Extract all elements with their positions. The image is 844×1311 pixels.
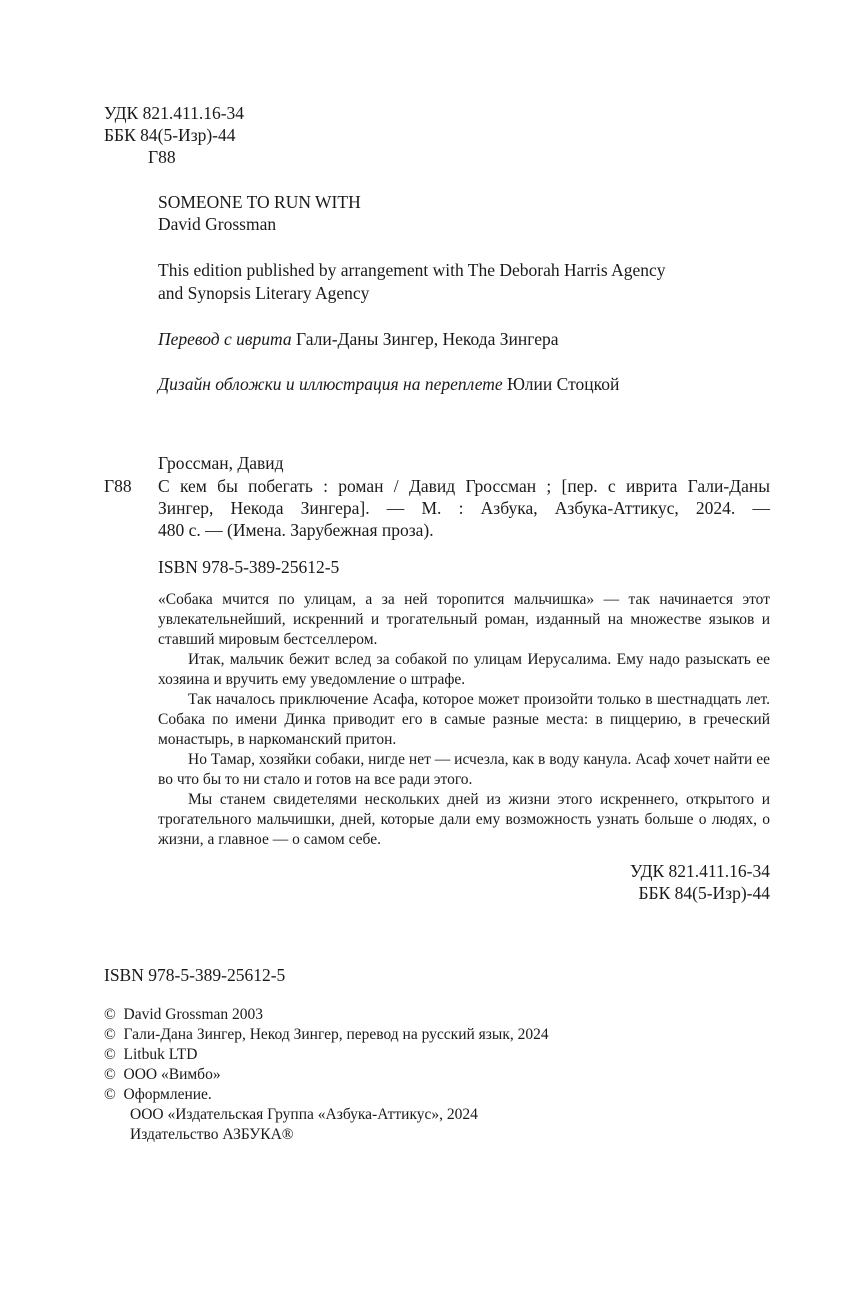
catalog-line-3: 480 с. — (Имена. Зарубежная проза). [158,520,434,540]
arrangement-line-1: This edition published by arrangement with The Deborah Harris Agency [158,260,666,280]
catalog-line-1: С кем бы побегать : роман / Давид Гроссман ; [пер. с иврита Гали-Даны [158,476,770,496]
copyright-line: © Оформление. [104,1086,212,1103]
annotation-paragraph: Так началось приключение Асафа, которое может произойти только в шестнадцать лет. Собака по имени Динка приводит его в самые разные места: в пиццерию, в греческий монастырь, в наркоманский притон. [158,691,770,748]
translation-label: Перевод с иврита [158,329,292,349]
design-label: Дизайн обложки и иллюстрация на переплете [158,374,503,394]
annotation-udk: УДК 821.411.16-34 [629,861,770,881]
copyright-line: © Гали-Дана Зингер, Некод Зингер, перевод на русский язык, 2024 [104,1026,549,1043]
annotation-paragraph: «Собака мчится по улицам, а за ней торопится мальчишка» — так начинается этот увлекательнейший, искренний и трогательный роман, изданный на множестве языков и ставший мировым бестселлером. [158,591,770,648]
catalog-isbn: ISBN 978-5-389-25612-5 [158,557,340,577]
annotation-bbk: ББК 84(5-Изр)-44 [638,883,770,903]
original-author: David Grossman [158,214,277,234]
annotation-paragraph: Но Тамар, хозяйки собаки, нигде нет — исчезла, как в воду канула. Асаф хочет найти ее во что бы то ни стало и готов на все ради этого. [158,751,770,788]
copyright-block [104,1005,549,1145]
annotation-paragraph: Итак, мальчик бежит вслед за собакой по улицам Иерусалима. Ему надо разыскать ее хозяина и вручить ему уведомление о штрафе. [158,651,770,688]
catalog-line-2: Зингер, Некода Зингера]. — М. : Азбука, Азбука-Аттикус, 2024. — [158,498,770,518]
copyright-symbol: © [104,1086,116,1103]
copyright-symbol: © [104,1006,116,1023]
udk-code: УДК 821.411.16-34 [104,103,245,123]
annotation-paragraph: Мы станем свидетелями нескольких дней из жизни этого искреннего, открытого и трогательного мальчишки, дней, которые дали ему возможность узнать больше о людях, о жизни, а главное — о самом себе. [158,791,770,848]
arrangement-line-2: and Synopsis Literary Agency [158,283,370,303]
catalog-heading: Гроссман, Давид [158,453,284,473]
copyright-symbol: © [104,1026,116,1043]
copyright-line: © David Grossman 2003 [104,1006,264,1023]
original-title: SOMEONE TO RUN WITH [158,192,361,212]
copyright-symbol: © [104,1066,116,1083]
translation-names: Гали-Даны Зингер, Некода Зингера [296,329,559,349]
copyright-line: ООО «Издательская Группа «Азбука-Аттикус», 2024 [130,1106,478,1123]
translation-credit [158,328,559,350]
copyright-line: © Litbuk LTD [104,1046,198,1063]
design-credit [158,373,619,395]
footer-isbn: ISBN 978-5-389-25612-5 [104,965,286,985]
bbk-code: ББК 84(5-Изр)-44 [104,125,236,145]
copyright-line: Издательство АЗБУКА® [130,1126,294,1143]
catalog-mark: Г88 [104,476,132,496]
copyright-line: © ООО «Вимбо» [104,1066,221,1083]
annotation [158,590,770,850]
copyright-symbol: © [104,1046,116,1063]
design-name: Юлии Стоцкой [507,374,620,394]
author-mark: Г88 [148,147,176,167]
